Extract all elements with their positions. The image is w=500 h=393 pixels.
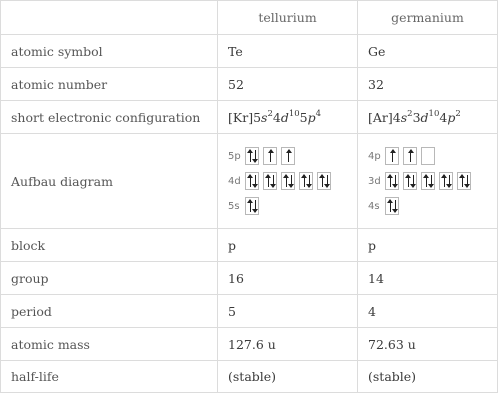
spin-down-arrow-icon — [255, 150, 257, 162]
spin-down-arrow-icon — [431, 175, 433, 187]
table-row — [1, 35, 498, 68]
row-label-atomic-symbol: atomic symbol — [1, 35, 218, 68]
table-row — [1, 134, 498, 229]
spin-up-arrow-icon — [390, 175, 392, 187]
row-label-block: block — [1, 229, 218, 262]
orbital-label: 4p — [368, 150, 381, 162]
orbital-row — [368, 172, 487, 190]
tellurium-group: 16 — [218, 262, 358, 295]
spin-up-arrow-icon — [426, 175, 428, 187]
row-label-aufbau: Aufbau diagram — [1, 134, 218, 229]
tellurium-aufbau-diagram — [218, 134, 358, 229]
row-label-atomic-mass: atomic mass — [1, 328, 218, 361]
table-header-row — [1, 1, 498, 35]
config-subshell: $5s^2$ — [253, 108, 273, 125]
germanium-aufbau-diagram — [358, 134, 498, 229]
germanium-period: 4 — [358, 295, 498, 328]
orbital-box — [457, 172, 471, 190]
header-tellurium: tellurium — [218, 1, 358, 35]
row-label-half-life: half-life — [1, 361, 218, 393]
config-subshell: $4d^{10}$ — [272, 108, 300, 125]
orbital-row — [228, 197, 347, 215]
spin-down-arrow-icon — [327, 175, 329, 187]
row-label-short-config: short electronic configuration — [1, 101, 218, 134]
orbital-box — [439, 172, 453, 190]
orbital-box — [299, 172, 313, 190]
spin-up-arrow-icon — [250, 200, 252, 212]
config-subshell: $4s^2$ — [392, 108, 413, 125]
orbital-box — [245, 172, 259, 190]
spin-down-arrow-icon — [413, 175, 415, 187]
spin-up-arrow-icon — [390, 200, 392, 212]
tellurium-atomic-number: 52 — [218, 68, 358, 101]
orbital-row — [368, 147, 487, 165]
orbital-box — [245, 147, 259, 165]
table-row — [1, 328, 498, 361]
row-label-group: group — [1, 262, 218, 295]
tellurium-short-config — [218, 101, 358, 134]
orbital-label: 3d — [368, 175, 381, 187]
spin-up-arrow-icon — [444, 175, 446, 187]
row-label-period: period — [1, 295, 218, 328]
spin-up-arrow-icon — [322, 175, 324, 187]
header-germanium: germanium — [358, 1, 498, 35]
table-row — [1, 295, 498, 328]
germanium-half-life: (stable) — [358, 361, 498, 393]
table-row — [1, 262, 498, 295]
orbital-box — [317, 172, 331, 190]
spin-up-arrow-icon — [286, 175, 288, 187]
spin-up-arrow-icon — [392, 150, 394, 162]
orbital-box — [421, 147, 435, 165]
spin-up-arrow-icon — [408, 175, 410, 187]
table-row — [1, 361, 498, 393]
spin-up-arrow-icon — [304, 175, 306, 187]
orbital-box — [421, 172, 435, 190]
table-row — [1, 68, 498, 101]
orbital-box — [281, 172, 295, 190]
tellurium-period: 5 — [218, 295, 358, 328]
spin-up-arrow-icon — [288, 150, 290, 162]
spin-down-arrow-icon — [395, 200, 397, 212]
germanium-atomic-symbol: Ge — [358, 35, 498, 68]
orbital-row — [228, 172, 347, 190]
orbital-box — [281, 147, 295, 165]
orbital-box — [263, 147, 277, 165]
orbital-box — [245, 197, 259, 215]
spin-down-arrow-icon — [255, 200, 257, 212]
config-subshell: $3d^{10}$ — [412, 108, 440, 125]
config-subshell: $5p^4$ — [299, 108, 322, 125]
header-blank — [1, 1, 218, 35]
orbital-box — [263, 172, 277, 190]
table-row — [1, 101, 498, 134]
orbital-label: 5s — [228, 200, 240, 212]
orbital-row — [228, 147, 347, 165]
germanium-group: 14 — [358, 262, 498, 295]
germanium-atomic-mass: 72.63 u — [358, 328, 498, 361]
tellurium-atomic-symbol: Te — [218, 35, 358, 68]
germanium-short-config — [358, 101, 498, 134]
spin-up-arrow-icon — [270, 150, 272, 162]
spin-up-arrow-icon — [462, 175, 464, 187]
table-row — [1, 229, 498, 262]
orbital-label: 4s — [368, 200, 380, 212]
tellurium-block: p — [218, 229, 358, 262]
config-core: [Kr] — [228, 109, 254, 125]
tellurium-atomic-mass: 127.6 u — [218, 328, 358, 361]
spin-down-arrow-icon — [467, 175, 469, 187]
orbital-box — [403, 172, 417, 190]
config-subshell: $4p^2$ — [439, 108, 461, 125]
spin-up-arrow-icon — [250, 175, 252, 187]
spin-down-arrow-icon — [449, 175, 451, 187]
spin-down-arrow-icon — [395, 175, 397, 187]
orbital-box — [385, 197, 399, 215]
orbital-label: 5p — [228, 150, 241, 162]
spin-up-arrow-icon — [410, 150, 412, 162]
tellurium-half-life: (stable) — [218, 361, 358, 393]
spin-up-arrow-icon — [250, 150, 252, 162]
germanium-atomic-number: 32 — [358, 68, 498, 101]
row-label-atomic-number: atomic number — [1, 68, 218, 101]
config-core: [Ar] — [368, 109, 393, 125]
spin-down-arrow-icon — [255, 175, 257, 187]
germanium-block: p — [358, 229, 498, 262]
spin-down-arrow-icon — [273, 175, 275, 187]
orbital-row — [368, 197, 487, 215]
orbital-label: 4d — [228, 175, 241, 187]
orbital-box — [385, 172, 399, 190]
spin-down-arrow-icon — [291, 175, 293, 187]
spin-up-arrow-icon — [268, 175, 270, 187]
orbital-box — [403, 147, 417, 165]
spin-down-arrow-icon — [309, 175, 311, 187]
orbital-box — [385, 147, 399, 165]
